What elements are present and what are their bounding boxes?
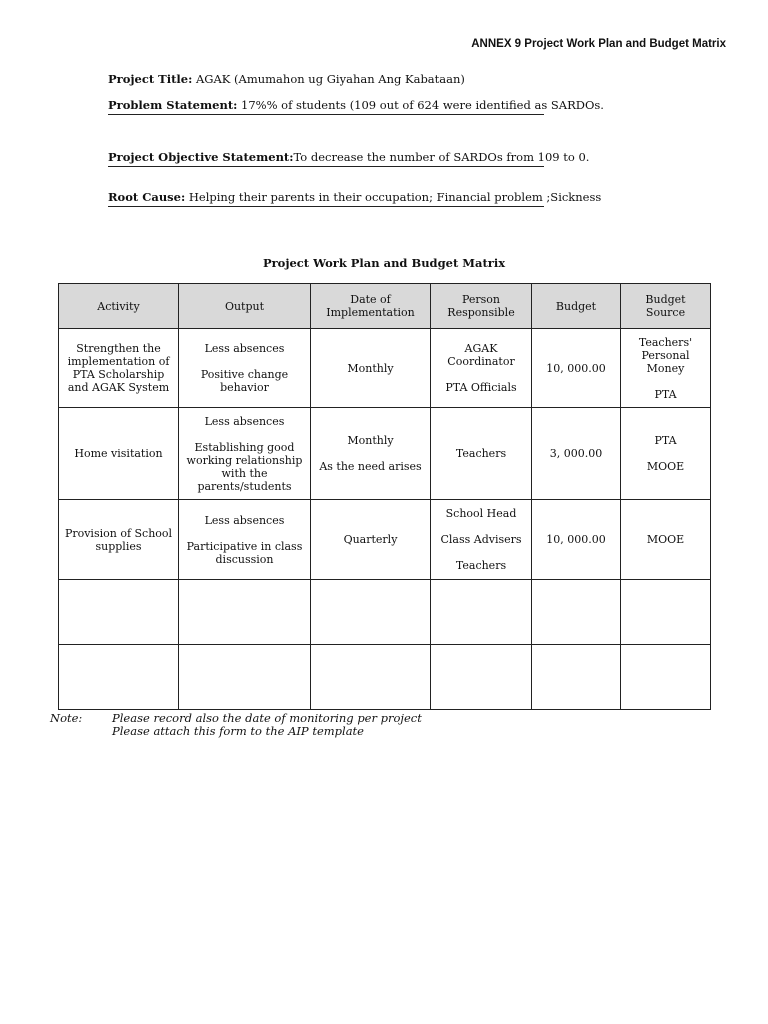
objective-statement-value: To decrease the number of SARDOs from 109 to 0. — [293, 150, 590, 164]
cell-date: Monthly As the need arises — [311, 408, 431, 500]
header-date: Date of Implementation — [311, 284, 431, 329]
divider — [108, 114, 544, 115]
header-source: Budget Source — [621, 284, 711, 329]
empty-row — [59, 645, 711, 710]
cell-date: Quarterly — [311, 500, 431, 580]
project-title — [108, 73, 628, 86]
empty-cell — [59, 645, 179, 710]
empty-cell — [532, 580, 621, 645]
project-title-value: AGAK (Amumahon ug Giyahan Ang Kabataan) — [196, 72, 465, 86]
empty-cell — [311, 580, 431, 645]
note-label: Note: — [50, 711, 83, 725]
empty-cell — [179, 645, 311, 710]
note-line-1: Please record also the date of monitoring per project — [112, 711, 422, 725]
cell-person: Teachers — [431, 408, 532, 500]
cell-activity: Home visitation — [59, 408, 179, 500]
cell-output: Less absences Participative in class discussion — [179, 500, 311, 580]
table-row — [59, 408, 711, 500]
empty-cell — [621, 580, 711, 645]
empty-cell — [431, 580, 532, 645]
empty-cell — [311, 645, 431, 710]
header-output: Output — [179, 284, 311, 329]
cell-person: AGAK Coordinator PTA Officials — [431, 329, 532, 408]
empty-cell — [431, 645, 532, 710]
cell-budget: 3, 000.00 — [532, 408, 621, 500]
cell-budget: 10, 000.00 — [532, 500, 621, 580]
cell-date: Monthly — [311, 329, 431, 408]
table-title: Project Work Plan and Budget Matrix — [262, 256, 506, 270]
empty-row — [59, 580, 711, 645]
cell-source: PTA MOOE — [621, 408, 711, 500]
empty-cell — [621, 645, 711, 710]
empty-cell — [532, 645, 621, 710]
work-plan-table — [58, 283, 711, 710]
problem-statement — [108, 99, 628, 115]
table-header-row — [59, 284, 711, 329]
cell-activity: Provision of School supplies — [59, 500, 179, 580]
cell-activity: Strengthen the implementation of PTA Scholarship and AGAK System — [59, 329, 179, 408]
header-budget: Budget — [532, 284, 621, 329]
divider — [108, 206, 544, 207]
problem-statement-label: Problem Statement: — [108, 98, 238, 112]
root-cause-value: Helping their parents in their occupation; Financial problem ;Sickness — [188, 190, 602, 204]
note-line-2: Please attach this form to the AIP template — [112, 724, 364, 738]
note — [50, 712, 422, 738]
cell-source: Teachers' Personal Money PTA — [621, 329, 711, 408]
problem-statement-value: 17%% of students (109 out of 624 were identified as SARDOs. — [241, 98, 604, 112]
empty-cell — [179, 580, 311, 645]
table-row — [59, 500, 711, 580]
header-activity: Activity — [59, 284, 179, 329]
root-cause-label: Root Cause: — [108, 190, 186, 204]
empty-cell — [59, 580, 179, 645]
divider — [108, 166, 544, 167]
objective-statement — [108, 151, 628, 167]
cell-output: Less absences Establishing good working relationship with the parents/students — [179, 408, 311, 500]
cell-output: Less absences Positive change behavior — [179, 329, 311, 408]
table-row — [59, 329, 711, 408]
cell-source: MOOE — [621, 500, 711, 580]
root-cause — [108, 191, 628, 207]
cell-budget: 10, 000.00 — [532, 329, 621, 408]
cell-person: School Head Class Advisers Teachers — [431, 500, 532, 580]
project-title-label: Project Title: — [108, 72, 193, 86]
annex-header: ANNEX 9 Project Work Plan and Budget Matrix — [471, 38, 726, 50]
header-person: Person Responsible — [431, 284, 532, 329]
objective-statement-label: Project Objective Statement: — [108, 150, 294, 164]
